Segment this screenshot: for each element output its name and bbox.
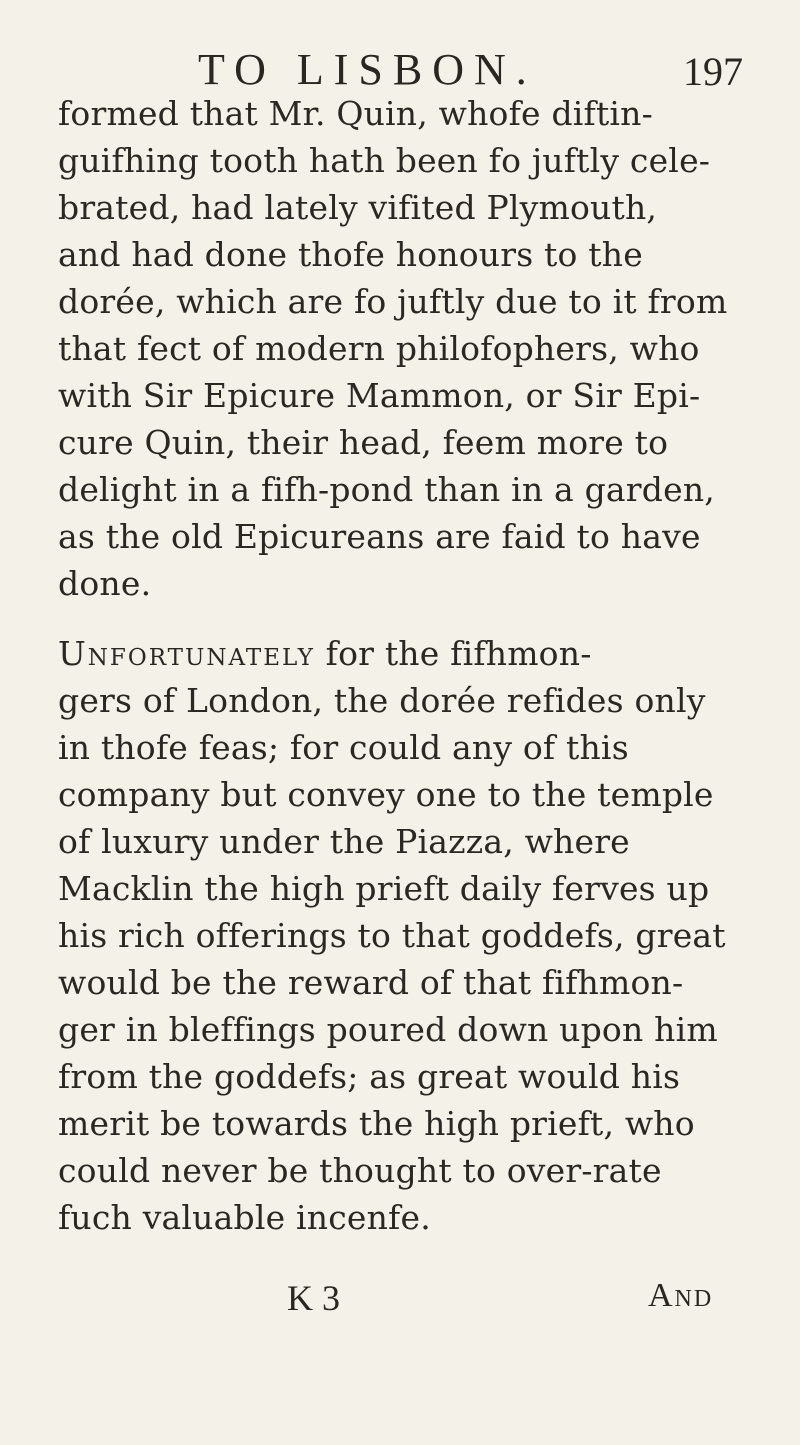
text-line: merit be towards the high prieft, who [58, 1104, 695, 1143]
text-line: guifhing tooth hath been fo juftly cele- [58, 141, 711, 180]
text-line: dorée, which are fo juftly due to it from [58, 282, 728, 321]
lead-word: Unfortunately [58, 634, 315, 673]
paragraph-first-line [58, 634, 592, 673]
text-line: gers of London, the dorée refides only [58, 681, 706, 720]
text-line: ger in bleffings poured down upon him [58, 1010, 718, 1049]
text-line: company but convey one to the temple [58, 775, 714, 814]
text-line: from the goddefs; as great would his [58, 1057, 681, 1096]
text-line: would be the reward of that fifhmon- [58, 963, 684, 1002]
signature-mark: K 3 [287, 1278, 340, 1318]
text-line: cure Quin, their head, feem more to [58, 423, 669, 462]
running-head-title: TO LISBON. [198, 45, 537, 94]
text-line: in thofe feas; for could any of this [58, 728, 629, 767]
catchword: And [648, 1277, 714, 1314]
text-line: delight in a fifh-pond than in a garden, [58, 470, 715, 509]
text-line: with Sir Epicure Mammon, or Sir Epi- [58, 376, 701, 415]
text-line: could never be thought to over-rate [58, 1151, 662, 1190]
text-line: brated, had lately vifited Plymouth, [58, 188, 658, 227]
text-line: Macklin the high prieft daily ferves up [58, 869, 710, 908]
text-line: of luxury under the Piazza, where [58, 822, 630, 861]
text-line: that fect of modern philofophers, who [58, 329, 700, 368]
text-line: as the old Epicureans are faid to have [58, 517, 701, 556]
lead-line-rest: for the fifhmon- [314, 634, 592, 673]
text-line: done. [58, 564, 152, 603]
text-line: and had done thofe honours to the [58, 235, 643, 274]
page-number: 197 [683, 49, 743, 94]
text-line: fuch valuable incenfe. [58, 1198, 431, 1237]
text-line: his rich offerings to that goddefs, great [58, 916, 726, 955]
text-line: formed that Mr. Quin, whofe diftin- [58, 94, 653, 133]
